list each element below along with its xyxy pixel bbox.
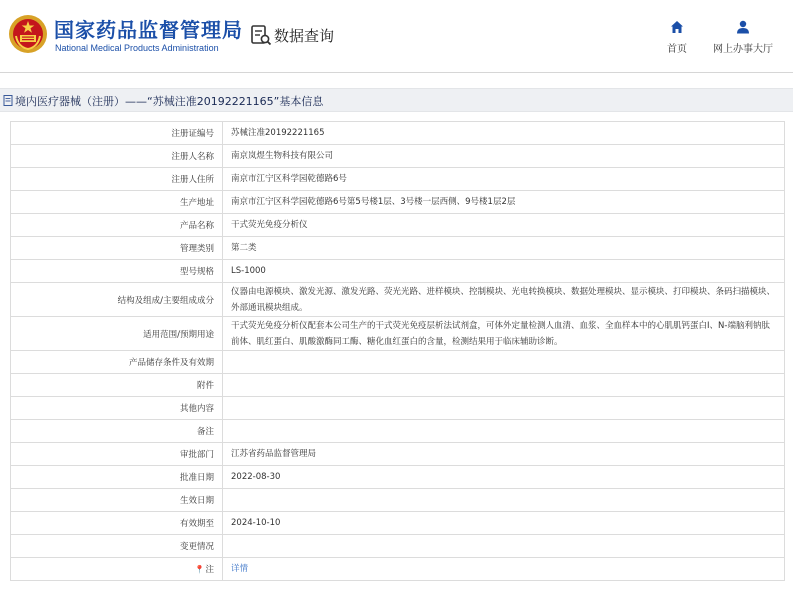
field-label: 附件 <box>11 374 223 397</box>
table-row-note <box>11 558 785 581</box>
table-row <box>11 466 785 489</box>
field-value <box>223 351 785 374</box>
field-label: 生效日期 <box>11 489 223 512</box>
field-value <box>223 535 785 558</box>
table-row <box>11 443 785 466</box>
field-value <box>223 397 785 420</box>
field-label: 结构及组成/主要组成成分 <box>11 283 223 317</box>
field-value <box>223 374 785 397</box>
brand-title-en: National Medical Products Administration <box>55 43 219 53</box>
registration-detail-table <box>10 121 785 581</box>
field-label: 有效期至 <box>11 512 223 535</box>
header-divider <box>0 72 793 73</box>
pin-icon: 📍 <box>194 565 205 574</box>
field-label: 适用范围/预期用途 <box>11 317 223 351</box>
field-value <box>223 420 785 443</box>
table-row <box>11 122 785 145</box>
note-value-cell <box>223 558 785 581</box>
nav-online-hall-link[interactable] <box>710 20 776 55</box>
user-icon <box>736 20 750 34</box>
field-label: 审批部门 <box>11 443 223 466</box>
field-label: 批准日期 <box>11 466 223 489</box>
field-label: 生产地址 <box>11 191 223 214</box>
field-value: 江苏省药品监督管理局 <box>223 443 785 466</box>
field-label: 产品储存条件及有效期 <box>11 351 223 374</box>
table-row <box>11 489 785 512</box>
field-label: 产品名称 <box>11 214 223 237</box>
field-label: 其他内容 <box>11 397 223 420</box>
field-value: 2022-08-30 <box>223 466 785 489</box>
table-row <box>11 535 785 558</box>
field-value: 干式荧光免疫分析仪配套本公司生产的干式荧光免疫层析法试剂盒，可体外定量检测人血清、血浆、全血样本中的心肌肌钙蛋白I、N-端脑利钠肽前体、肌红蛋白、肌酸激酶同工酶、糖化血红蛋白的含量，检测结果用于临床辅助诊断。 <box>223 317 785 351</box>
table-row <box>11 214 785 237</box>
nav-home-link[interactable] <box>662 20 692 55</box>
table-row <box>11 168 785 191</box>
field-label: 注册证编号 <box>11 122 223 145</box>
field-value: 南京市江宁区科学园乾德路6号 <box>223 168 785 191</box>
nav-home-label: 首页 <box>667 44 687 55</box>
home-icon <box>670 20 684 34</box>
data-query-title: 数据查询 <box>274 27 335 45</box>
table-row <box>11 420 785 443</box>
field-label: 备注 <box>11 420 223 443</box>
table-row <box>11 317 785 351</box>
field-value <box>223 489 785 512</box>
table-row <box>11 351 785 374</box>
field-label: 注册人住所 <box>11 168 223 191</box>
field-value: 仪器由电源模块、激发光源、激发光路、荧光光路、进样模块、控制模块、光电转换模块、数据处理模块、显示模块、打印模块、条码扫描模块、外部通讯模块组成。 <box>223 283 785 317</box>
table-row <box>11 237 785 260</box>
field-label: 变更情况 <box>11 535 223 558</box>
field-label: 型号规格 <box>11 260 223 283</box>
table-row <box>11 374 785 397</box>
field-value: 第二类 <box>223 237 785 260</box>
field-value: 2024-10-10 <box>223 512 785 535</box>
field-value: 南京岚煜生物科技有限公司 <box>223 145 785 168</box>
field-label: 管理类别 <box>11 237 223 260</box>
field-label: 注册人名称 <box>11 145 223 168</box>
table-row <box>11 397 785 420</box>
table-row <box>11 283 785 317</box>
field-value: 干式荧光免疫分析仪 <box>223 214 785 237</box>
details-link[interactable]: 详情 <box>231 564 249 574</box>
note-label-cell <box>11 558 223 581</box>
data-query-icon <box>250 24 272 46</box>
nav-online-hall-label: 网上办事大厅 <box>713 44 773 55</box>
table-row <box>11 145 785 168</box>
breadcrumb-text: 境内医疗器械（注册）——“苏械注准20192221165”基本信息 <box>15 95 324 108</box>
site-header <box>0 0 793 72</box>
field-value: 南京市江宁区科学园乾德路6号第5号楼1层、3号楼一层西侧、9号楼1层2层 <box>223 191 785 214</box>
breadcrumb <box>0 88 793 112</box>
note-label: 注 <box>205 565 214 575</box>
field-value: 苏械注准20192221165 <box>223 122 785 145</box>
table-row <box>11 260 785 283</box>
table-row <box>11 191 785 214</box>
national-emblem-icon <box>8 14 48 54</box>
table-row <box>11 512 785 535</box>
document-icon <box>3 95 13 106</box>
field-value: LS-1000 <box>223 260 785 283</box>
brand-title-cn: 国家药品监督管理局 <box>54 18 243 42</box>
